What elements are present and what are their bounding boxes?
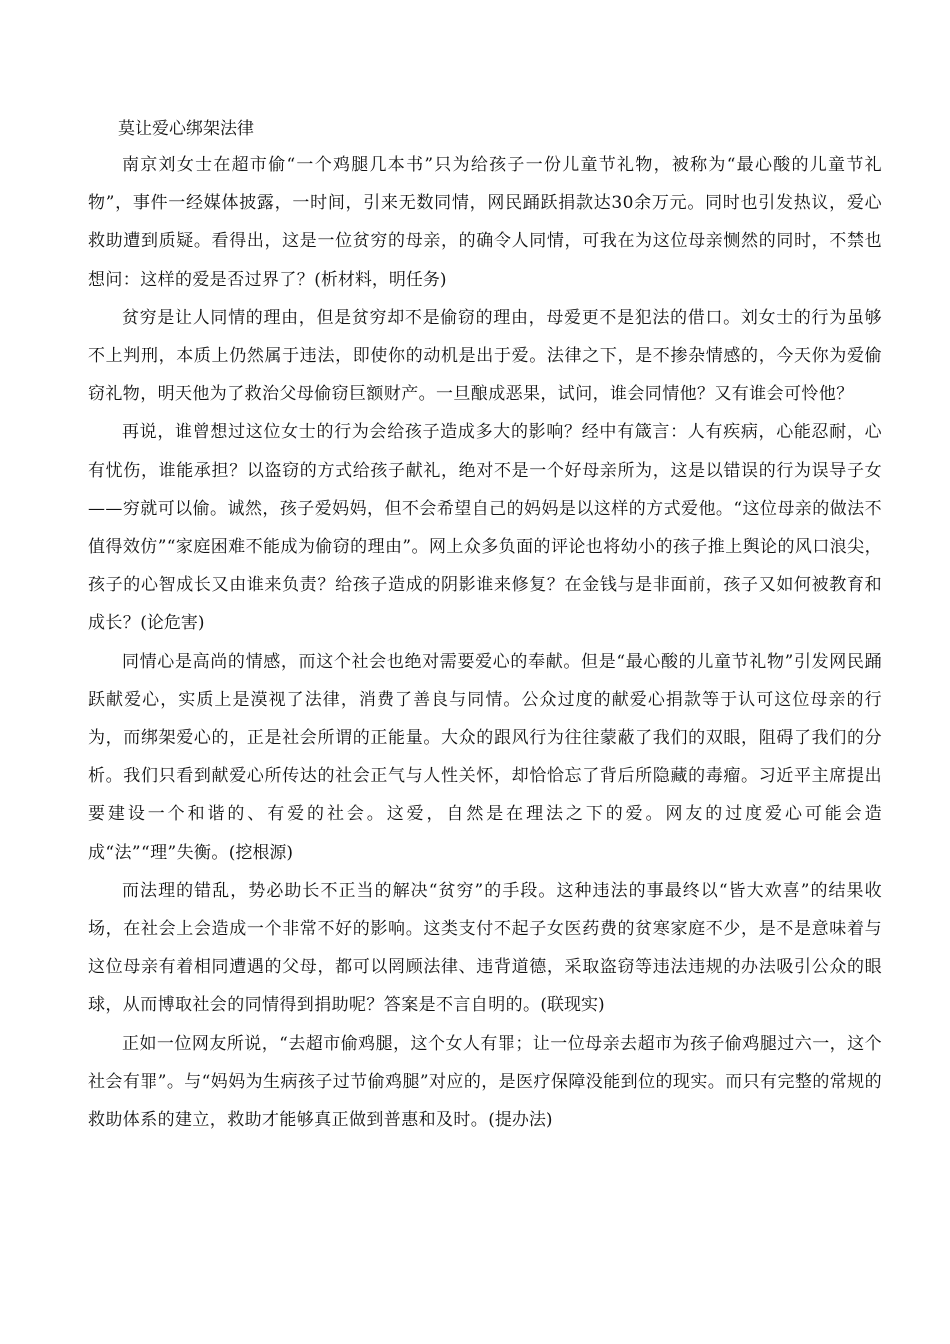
document-page	[88, 112, 882, 1139]
paragraph-5	[88, 872, 882, 1025]
paragraph-text: 正如一位网友所说，“去超市偷鸡腿，这个女人有罪；让一位母亲去超市为孩子偷鸡腿过六一，这个社会有罪”。与“妈妈为生病孩子过节偷鸡腿”对应的，是医疗保障没能到位的现实。而只有完整的常规的救助体系的建立，救助才能够真正做到普惠和及时。	[88, 1033, 882, 1131]
paragraph-text: 同情心是高尚的情感，而这个社会也绝对需要爱心的奉献。但是“最心酸的儿童节礼物”引发网民踊跃献爱心，实质上是漠视了法律，消费了善良与同情。公众过度的献爱心捐款等于认可这位母亲的行为，而绑架爱心的，正是社会所谓的正能量。大众的跟风行为往往蒙蔽了我们的双眼，阻碍了我们的分析。我们只看到献爱心所传达的社会正气与人性关怀，却恰恰忘了背后所隐藏的毒瘤。习近平主席提出要建设一个和谐的、有爱的社会。这爱，自然是在理法之下的爱。网友的过度爱心可能会造成“法”“理”失衡。	[88, 651, 882, 863]
paragraph-1	[88, 146, 882, 299]
essay-title: 莫让爱心绑架法律	[118, 119, 254, 139]
paragraph-text: 贫穷是让人同情的理由，但是贫穷却不是偷窃的理由，母爱更不是犯法的借口。刘女士的行为虽够不上判刑，本质上仍然属于违法，即使你的动机是出于爱。法律之下，是不掺杂情感的，今天你为爱偷窃礼物，明天他为了救治父母偷窃巨额财产。一旦酿成恶果，试问，谁会同情他？又有谁会可怜他？	[88, 307, 882, 405]
annotation-tag: (析材料，明任务)	[314, 269, 447, 290]
annotation-tag: (联现实)	[540, 995, 605, 1016]
paragraph-3	[88, 413, 882, 642]
paragraph-4	[88, 643, 882, 872]
annotation-tag: (论危害)	[140, 613, 205, 634]
paragraph-6	[88, 1025, 882, 1140]
paragraph-text: 而法理的错乱，势必助长不正当的解决“贫穷”的手段。这种违法的事最终以“皆大欢喜”的结果收场，在社会上会造成一个非常不好的影响。这类支付不起子女医药费的贫寒家庭不少，是不是意味着与这位母亲有着相同遭遇的父母，都可以罔顾法律、违背道德，采取盗窃等违法违规的办法吸引公众的眼球，从而博取社会的同情得到捐助呢？答案是不言自明的。	[88, 880, 882, 1016]
annotation-tag: (提办法)	[488, 1110, 553, 1131]
paragraph-2	[88, 299, 882, 414]
paragraph-text: 再说，谁曾想过这位女士的行为会给孩子造成多大的影响？经中有箴言：人有疾病，心能忍耐，心有忧伤，谁能承担？以盗窃的方式给孩子献礼，绝对不是一个好母亲所为，这是以错误的行为误导子女——穷就可以偷。诚然，孩子爱妈妈，但不会希望自己的妈妈是以这样的方式爱他。“这位母亲的做法不值得效仿”“家庭困难不能成为偷窃的理由”。网上众多负面的评论也将幼小的孩子推上舆论的风口浪尖，孩子的心智成长又由谁来负责？给孩子造成的阴影谁来修复？在金钱与是非面前，孩子又如何被教育和成长？	[88, 422, 882, 634]
annotation-tag: (挖根源)	[228, 842, 294, 863]
paragraph-text: 南京刘女士在超市偷“一个鸡腿几本书”只为给孩子一份儿童节礼物，被称为“最心酸的儿童节礼物”，事件一经媒体披露，一时间，引来无数同情，网民踊跃捐款达30余万元。同时也引发热议，爱心救助遭到质疑。看得出，这是一位贫穷的母亲，的确令人同情，可我在为这位母亲恻然的同时，不禁也想问：这样的爱是否过界了？	[88, 155, 882, 290]
